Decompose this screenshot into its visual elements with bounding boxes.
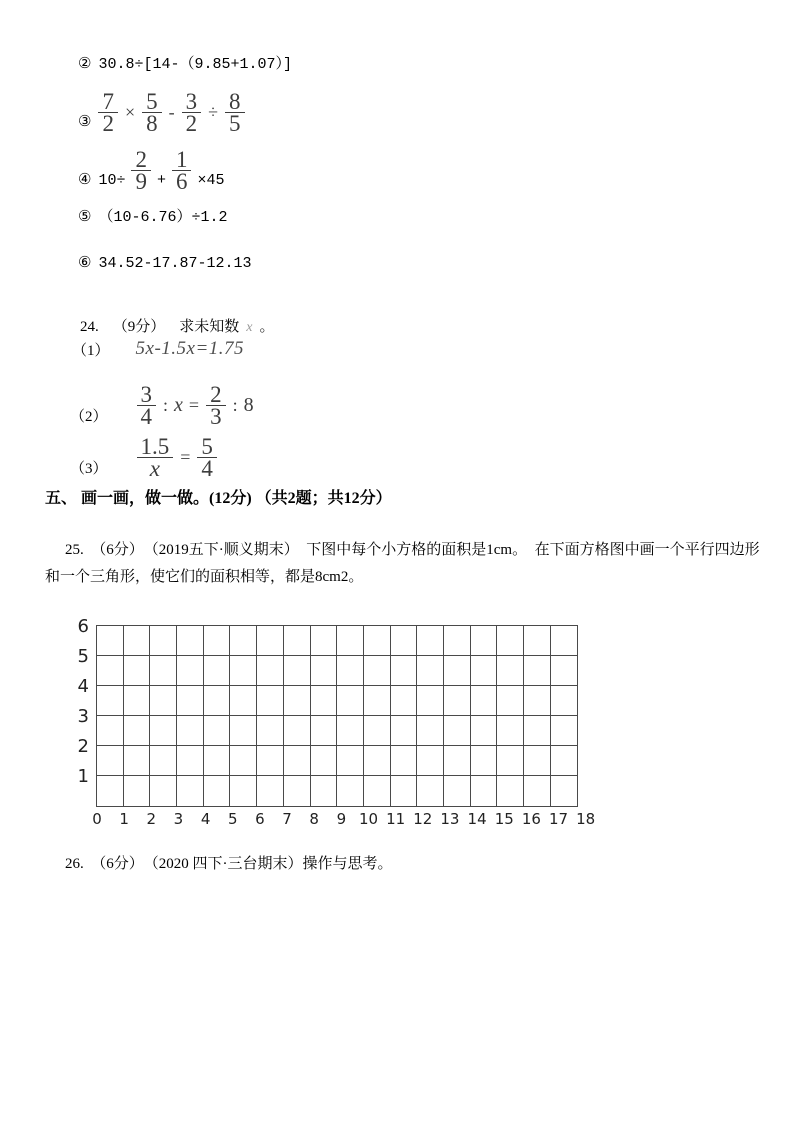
grid-cell — [150, 746, 177, 776]
grid-cell — [497, 686, 524, 716]
grid-cell — [444, 656, 471, 686]
grid-cell — [497, 776, 524, 806]
grid-cell — [124, 686, 151, 716]
q24-variable-x: x — [246, 320, 253, 335]
grid-cell — [364, 716, 391, 746]
grid-cell — [471, 776, 498, 806]
grid-cell — [551, 746, 578, 776]
fraction-numerator: 3 — [182, 92, 202, 113]
grid-x-axis-label: 9 — [336, 810, 347, 828]
fraction-denominator: 4 — [201, 456, 213, 481]
grid-x-axis-label: 4 — [200, 810, 211, 828]
grid-cell — [124, 626, 151, 656]
part1-equation — [136, 338, 245, 360]
q26-text: 26. （6分） （2020 四下·三台期末）操作与思考。 — [65, 856, 393, 872]
math-token: + — [156, 172, 166, 189]
grid-cell — [417, 626, 444, 656]
part3-label: （3） — [70, 461, 108, 477]
grid-cell — [444, 716, 471, 746]
grid-cell — [150, 626, 177, 656]
grid-x-axis-label: 10 — [358, 810, 379, 828]
item-number-label: ③ — [78, 114, 92, 130]
grid-cell — [177, 656, 204, 686]
fraction — [225, 89, 245, 136]
grid-cell — [391, 686, 418, 716]
math-token: ×45 — [197, 172, 225, 189]
grid-cell — [471, 716, 498, 746]
grid-cell — [257, 746, 284, 776]
grid-cell — [150, 686, 177, 716]
grid-cell — [284, 716, 311, 746]
grid-cell — [524, 626, 551, 656]
grid-cell — [257, 626, 284, 656]
grid-cell — [257, 686, 284, 716]
fraction — [131, 147, 151, 194]
calc-item-5 — [78, 208, 230, 227]
grid-x-axis-label: 8 — [309, 810, 319, 828]
q24-prompt: 求未知数 — [179, 319, 240, 335]
grid-cell — [230, 626, 257, 656]
math-token: 34.52-17.87-12.13 — [98, 255, 252, 272]
grid-cell — [524, 686, 551, 716]
grid-cell — [311, 746, 338, 776]
grid-cell — [257, 656, 284, 686]
fraction-denominator: 2 — [102, 111, 114, 136]
grid-y-axis-label: 4 — [77, 676, 89, 697]
grid-cell — [177, 686, 204, 716]
grid-x-axis-label: 15 — [494, 810, 514, 828]
grid-cell — [471, 656, 498, 686]
math-token: 30.8÷[14-（9.85+1.07）] — [98, 56, 292, 73]
grid-cell — [97, 716, 124, 746]
fraction-numerator: 7 — [98, 92, 118, 113]
q24-score: （9分） — [112, 319, 166, 335]
grid-cell — [257, 776, 284, 806]
grid-cell — [230, 746, 257, 776]
grid-cell — [337, 746, 364, 776]
grid-cell — [311, 716, 338, 746]
grid-cell — [337, 776, 364, 806]
fraction-numerator: 2 — [131, 150, 151, 171]
fraction-numerator: 3 — [137, 385, 157, 406]
grid-cell — [551, 716, 578, 746]
fraction-numerator: 8 — [225, 92, 245, 113]
math-token: （10-6.76）÷1.2 — [98, 209, 228, 226]
grid-cell — [124, 746, 151, 776]
item-number-label: ② — [78, 56, 92, 72]
grid-cell — [364, 656, 391, 686]
grid-cell — [284, 626, 311, 656]
grid-cell — [97, 656, 124, 686]
grid-cell — [391, 656, 418, 686]
grid-cell — [97, 686, 124, 716]
q25-text-line2: 和一个三角形，使它们的面积相等，都是8cm2。 — [45, 569, 364, 585]
grid-cell — [444, 626, 471, 656]
grid-cell — [391, 746, 418, 776]
part2-equation — [134, 382, 256, 429]
grid-cell — [497, 746, 524, 776]
grid-cell — [150, 656, 177, 686]
grid-cell — [417, 776, 444, 806]
grid-cell — [230, 656, 257, 686]
grid-cell — [391, 716, 418, 746]
grid-cell — [391, 776, 418, 806]
grid-cell — [204, 746, 231, 776]
grid-cell — [417, 686, 444, 716]
fraction-denominator: x — [149, 456, 160, 481]
grid-cell — [391, 626, 418, 656]
grid-x-axis-label: 7 — [282, 810, 292, 828]
fraction — [182, 89, 202, 136]
math-token: 5x-1.5x=1.75 — [135, 338, 245, 359]
item-number-label: ⑤ — [78, 209, 92, 225]
grid-x-axis-label: 17 — [549, 810, 569, 828]
fraction-numerator: 1.5 — [137, 437, 174, 458]
calc-item-3 — [78, 89, 248, 136]
grid-cell — [497, 626, 524, 656]
fraction-denominator: 5 — [229, 111, 241, 136]
grid-cell — [97, 746, 124, 776]
grid-cell — [204, 776, 231, 806]
math-token: × — [124, 102, 136, 122]
grid-cell — [177, 716, 204, 746]
grid-cell — [284, 746, 311, 776]
grid-x-axis-label: 11 — [386, 810, 406, 828]
calc-item-4 — [78, 147, 228, 194]
grid-cell — [551, 686, 578, 716]
fraction-numerator: 1 — [172, 150, 192, 171]
fraction — [137, 434, 174, 481]
grid-cell — [364, 776, 391, 806]
grid-cell — [497, 716, 524, 746]
grid-cell — [97, 776, 124, 806]
grid-cell — [337, 626, 364, 656]
grid-cell — [524, 776, 551, 806]
grid-cell — [97, 626, 124, 656]
grid-cell — [177, 626, 204, 656]
grid-y-axis-label: 2 — [77, 736, 89, 757]
fraction — [206, 382, 226, 429]
fraction-denominator: 9 — [135, 169, 147, 194]
grid-cell — [177, 746, 204, 776]
grid-cell — [257, 716, 284, 746]
fraction-denominator: 6 — [175, 169, 188, 194]
math-token: = — [180, 447, 191, 467]
grid-cell — [337, 716, 364, 746]
fraction-denominator: 4 — [140, 404, 153, 429]
math-token: = — [188, 395, 200, 415]
fraction-numerator: 5 — [197, 437, 217, 458]
grid-cell — [497, 656, 524, 686]
fraction-numerator: 2 — [206, 385, 226, 406]
grid-cell — [551, 776, 578, 806]
grid-cell — [524, 656, 551, 686]
grid-cell — [311, 626, 338, 656]
grid-cell — [444, 776, 471, 806]
q24-part1 — [72, 338, 244, 360]
q24-period: 。 — [259, 319, 275, 335]
grid-cell — [364, 746, 391, 776]
grid-cell — [124, 656, 151, 686]
grid-y-axis-label: 1 — [77, 766, 89, 787]
part2-label: （2） — [70, 409, 108, 425]
q24-part2 — [70, 382, 256, 429]
math-token: 10÷ — [98, 172, 126, 189]
grid-cell — [204, 686, 231, 716]
grid-cell — [524, 716, 551, 746]
grid-cell — [364, 626, 391, 656]
q25-grid — [77, 616, 596, 828]
grid-x-axis-label: 1 — [119, 810, 129, 828]
grid-cell — [204, 656, 231, 686]
grid-x-axis-label: 5 — [227, 810, 238, 828]
grid-cell — [444, 746, 471, 776]
fraction — [142, 89, 162, 136]
grid-x-axis-label: 14 — [467, 810, 487, 828]
grid-cell — [471, 686, 498, 716]
grid-cell — [204, 626, 231, 656]
fraction-denominator: 8 — [146, 111, 158, 136]
grid-cell — [417, 656, 444, 686]
grid-cell — [311, 656, 338, 686]
grid-cell — [417, 746, 444, 776]
grid-x-axis-label: 3 — [173, 810, 184, 828]
math-token: 8 — [243, 394, 254, 416]
q25-text-line1: 25. （6分） （2019五下·顺义期末） 下图中每个小方格的面积是1cm。 在下面方格图中画一个平行四边形 — [65, 542, 760, 558]
part1-label: （1） — [72, 343, 110, 359]
section5-heading: 五、 画一画，做一做。(12分) （共2题；共12分） — [45, 490, 392, 507]
grid-cell — [417, 716, 444, 746]
grid-cell — [124, 776, 151, 806]
part3-equation — [134, 434, 220, 481]
grid-x-axis-label: 6 — [255, 810, 265, 828]
fraction — [172, 147, 192, 194]
fraction-denominator: 3 — [210, 404, 222, 429]
grid-cell — [150, 716, 177, 746]
grid-cell — [337, 686, 364, 716]
grid-cell — [311, 686, 338, 716]
grid-cell — [230, 686, 257, 716]
q24-number: 24. — [80, 319, 99, 335]
grid-x-axis-label: 16 — [521, 810, 541, 828]
fraction — [197, 434, 217, 481]
grid-cell — [524, 746, 551, 776]
calc-item-6 — [78, 254, 254, 273]
grid-x-axis-label: 0 — [92, 810, 102, 828]
grid-cell — [284, 656, 311, 686]
math-token: x — [174, 394, 183, 416]
fraction-denominator: 2 — [185, 111, 198, 136]
grid-y-axis-label: 5 — [77, 646, 89, 667]
grid-x-axis-label: 13 — [440, 810, 460, 828]
grid-cell — [444, 686, 471, 716]
math-token: - — [168, 102, 175, 122]
grid-y-axis-label: 3 — [77, 706, 89, 727]
grid-cell — [471, 626, 498, 656]
grid-cell — [284, 776, 311, 806]
calc-item-2 — [78, 55, 295, 74]
grid-cell — [551, 656, 578, 686]
grid-cell — [471, 746, 498, 776]
grid-cell — [124, 716, 151, 746]
math-token: : — [163, 395, 169, 415]
grid-cell — [177, 776, 204, 806]
grid-cell — [284, 686, 311, 716]
grid-cell — [337, 656, 364, 686]
fraction-numerator: 5 — [142, 92, 162, 113]
grid-cell — [551, 626, 578, 656]
grid-cell — [230, 776, 257, 806]
grid-cell — [230, 716, 257, 746]
grid-lines — [96, 625, 578, 807]
grid-cell — [150, 776, 177, 806]
fraction — [98, 89, 118, 136]
grid-x-axis-label: 2 — [146, 810, 157, 828]
grid-x-axis-label: 12 — [413, 810, 433, 828]
item-number-label: ⑥ — [78, 255, 92, 271]
math-token: : — [232, 395, 238, 415]
grid-cell — [364, 686, 391, 716]
grid-x-axis-label: 18 — [576, 810, 596, 828]
grid-cell — [311, 776, 338, 806]
grid-y-axis-label: 6 — [77, 616, 89, 637]
q24-part3 — [70, 434, 220, 481]
fraction — [137, 382, 157, 429]
item-number-label: ④ — [78, 172, 92, 188]
math-token: ÷ — [208, 102, 218, 122]
grid-cell — [204, 716, 231, 746]
